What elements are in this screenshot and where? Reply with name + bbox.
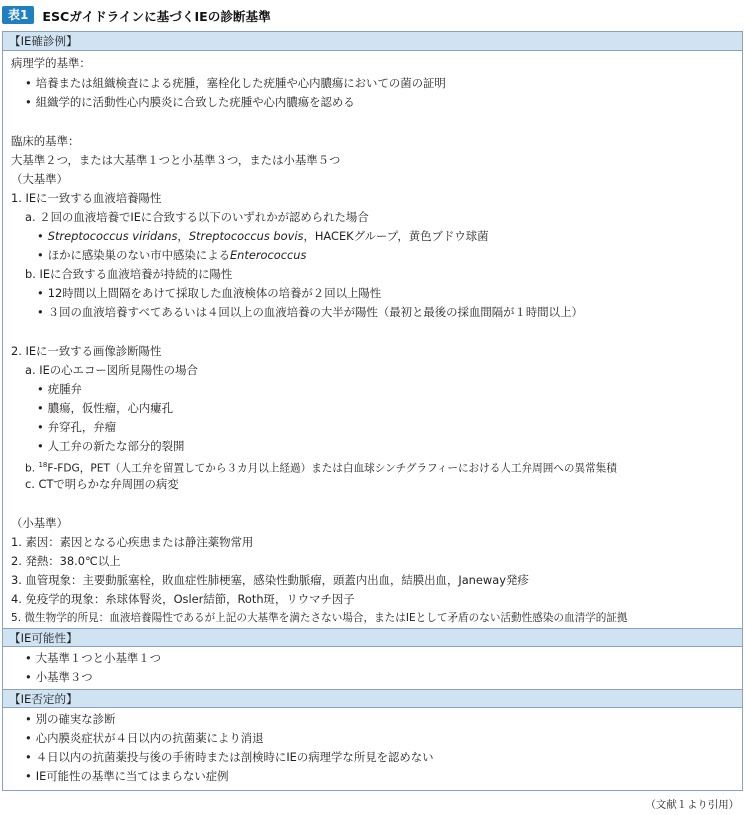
major-criterion-1: 1. IEに一致する血液培養陽性 (11, 191, 162, 205)
possible-item: • 大基準１つと小基準１つ (25, 651, 161, 666)
criteria-table (2, 31, 743, 791)
rejected-item: • IE可能性の基準に当てはまらない症例 (25, 769, 229, 784)
table-number-badge: 表1 (2, 6, 34, 24)
minor-criterion: 1. 素因：素因となる心疾患または静注薬物常用 (11, 535, 254, 549)
clinical-label: 臨床的基準： (11, 134, 80, 148)
organism-list-item (37, 248, 306, 263)
isotope-mass-number: 18 (38, 461, 48, 469)
item-prefix: b. (25, 462, 39, 475)
clinical-summary: 大基準２つ，または大基準１つと小基準３つ，または小基準５つ (11, 153, 341, 167)
pathology-label: 病理学的基準： (11, 56, 91, 70)
blood-culture-item: • 12時間以上間隔をあけて採取した血液検体の培養が２回以上陽性 (37, 286, 381, 301)
echo-finding-item: • 膿瘍，仮性瘤，心内瘻孔 (37, 401, 173, 416)
minor-criterion: 4. 免疫学的現象：糸球体腎炎，Osler結節，Roth斑，リウマチ因子 (11, 592, 355, 606)
major-2b-text: F-FDG，PET（人工弁を留置してから３カ月以上経過）または白血球シンチグラフィーにおける人工弁周囲への異常集積 (47, 462, 617, 475)
section-header-rejected: 【IE否定的】 (3, 689, 742, 708)
minor-criterion: 5. 微生物学的所見：血液培養陽性であるが上記の大基準を満たさない場合，またはIEとして矛盾のない活動性感染の血清学的証拠 (11, 612, 628, 624)
pathology-item: • 組織学的に活動性心内膜炎に合致した疣腫や心内膿瘍を認める (25, 95, 355, 110)
table-title: ESCガイドラインに基づくIEの診断基準 (42, 8, 271, 24)
major-criteria-label: （大基準） (11, 172, 68, 186)
echo-finding-item: • 弁穿孔，弁瘤 (37, 420, 116, 435)
major-1b: b. IEに合致する血液培養が持続的に陽性 (25, 267, 233, 281)
section-header-definite: 【IE確診例】 (3, 32, 742, 51)
major-2b (25, 458, 617, 477)
rejected-item: • 別の確実な診断 (25, 712, 115, 727)
rejected-item: • ４日以内の抗菌薬投与後の手術時または剖検時にIEの病理学な所見を認めない (25, 750, 434, 765)
separator: ， (177, 229, 189, 243)
organism-prefix: ほかに感染巣のない市中感染による (47, 248, 230, 262)
major-criterion-2: 2. IEに一致する画像診断陽性 (11, 344, 162, 358)
rejected-item: • 心内膜炎症状が４日以内の抗菌薬により消退 (25, 731, 264, 746)
major-1a: a. ２回の血液培養でIEに合致する以下のいずれかが認められた場合 (25, 210, 369, 224)
echo-finding-item: • 疣腫弁 (37, 382, 82, 397)
organism-list-item (37, 229, 489, 244)
organism-name: Streptococcus bovis (188, 229, 304, 243)
minor-criterion: 2. 発熱：38.0℃以上 (11, 554, 121, 568)
organism-list-rest: ，HACEKグループ，黄色ブドウ球菌 (303, 229, 489, 243)
blood-culture-item: • ３回の血液培養すべてあるいは４回以上の血液培養の大半が陽性（最初と最後の採血間隔が１時間以上） (37, 305, 583, 320)
echo-finding-item: • 人工弁の新たな部分的裂開 (37, 439, 184, 454)
source-citation: （文献１より引用） (645, 799, 739, 811)
organism-name: Streptococcus viridans (47, 229, 178, 243)
major-2c: c. CTで明らかな弁周囲の病変 (25, 477, 179, 491)
pathology-item: • 培養または組織検査による疣腫，塞栓化した疣腫や心内膿瘍においての菌の証明 (25, 76, 446, 91)
organism-name: Enterococcus (229, 248, 307, 262)
minor-criterion: 3. 血管現象：主要動脈塞栓，敗血症性肺梗塞，感染性動脈瘤，頭蓋内出血，結膜出血，Janeway発疹 (11, 573, 529, 587)
minor-criteria-label: （小基準） (11, 516, 68, 530)
major-2a: a. IEの心エコー図所見陽性の場合 (25, 363, 198, 377)
possible-item: • 小基準３つ (25, 670, 93, 685)
table-caption (2, 5, 271, 25)
section-header-possible: 【IE可能性】 (3, 628, 742, 647)
